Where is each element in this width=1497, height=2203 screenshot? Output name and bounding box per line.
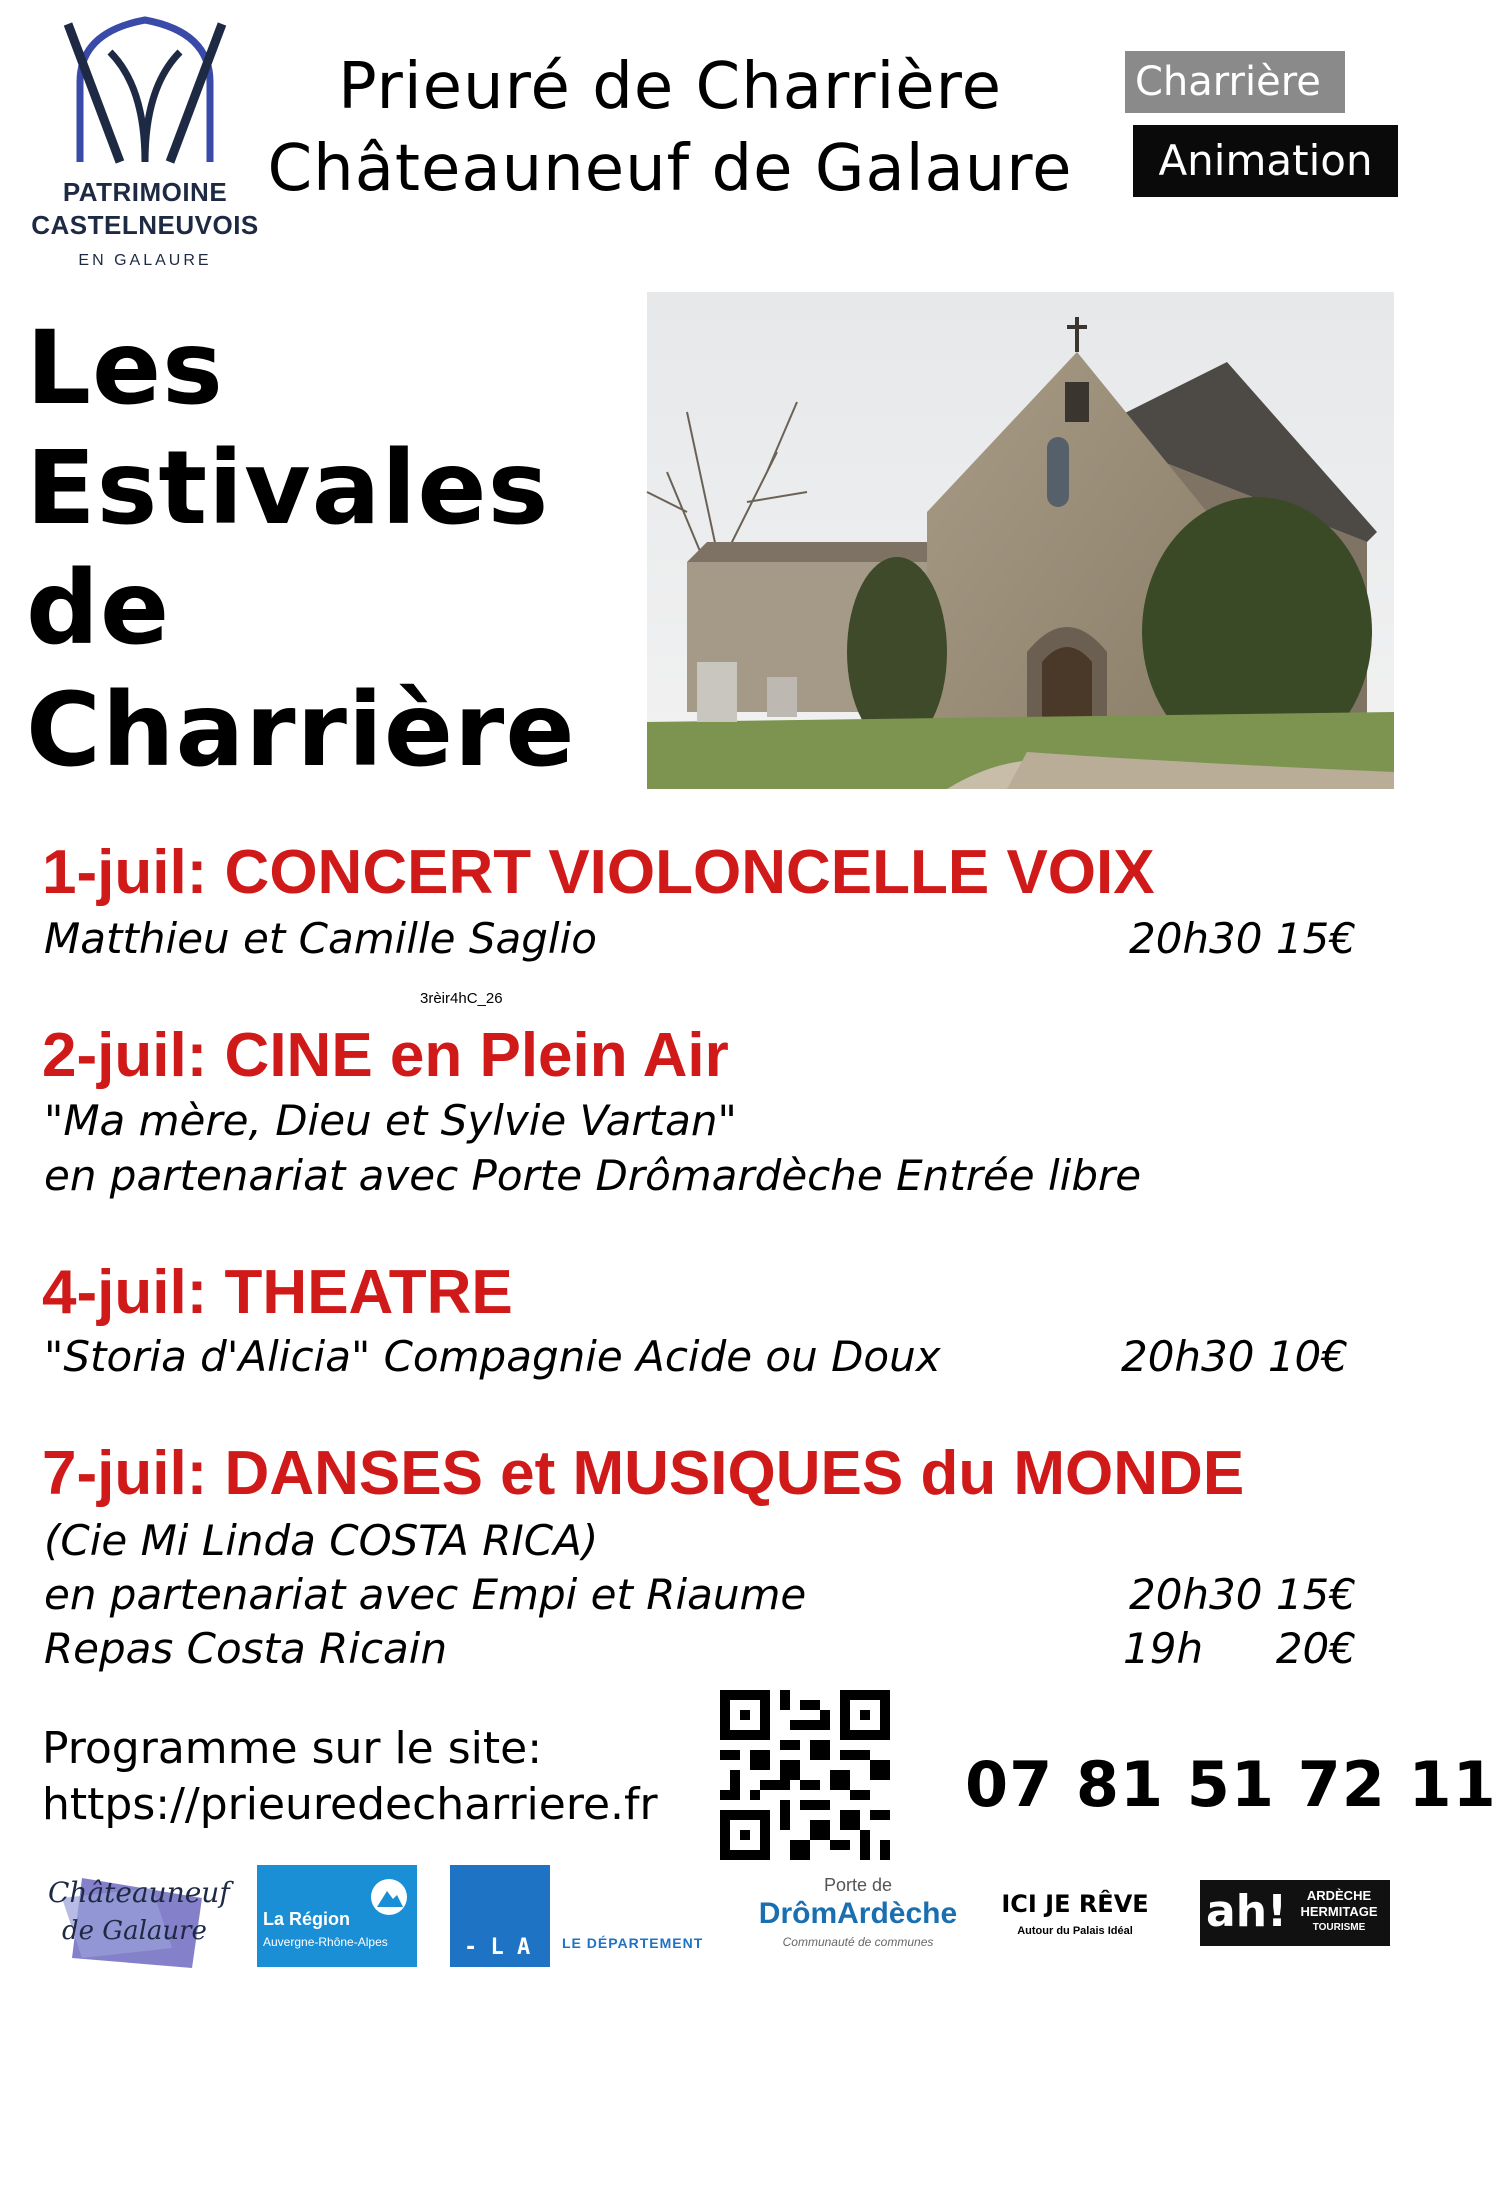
patrimoine-castelneuvois-logo xyxy=(31,12,259,269)
priory-photo xyxy=(647,292,1394,789)
event-3-title: 4-juil: THEATRE xyxy=(42,1258,513,1327)
la-region-logo: La Région Auvergne-Rhône-Alpes xyxy=(257,1865,417,1967)
animation-logo-text: Animation xyxy=(1133,125,1398,197)
event-2-partnership: en partenariat avec Porte Drômardèche Entrée libre xyxy=(44,1151,1142,1200)
org-name-line2: CASTELNEUVOIS xyxy=(31,210,259,240)
main-title-line1: Les xyxy=(26,309,224,428)
charriere-logo-text: Charrière xyxy=(1125,51,1345,113)
event-4-meal-price: 20€ xyxy=(1275,1624,1356,1673)
ici-je-reve-logo: ICI JE RÊVE Autour du Palais Idéal xyxy=(1001,1890,1149,1937)
event-2-title: 2-juil: CINE en Plein Air xyxy=(42,1021,729,1090)
event-2-film: "Ma mère, Dieu et Sylvie Vartan" xyxy=(44,1096,737,1145)
event-1-title: 1-juil: CONCERT VIOLONCELLE VOIX xyxy=(42,838,1155,907)
program-label: Programme sur le site: xyxy=(42,1723,543,1774)
event-1-performers: Matthieu et Camille Saglio xyxy=(44,914,597,963)
org-name-line1: PATRIMOINE xyxy=(62,177,228,207)
main-title-line4: Charrière xyxy=(26,671,576,790)
org-name-line3: EN GALAURE xyxy=(78,252,212,269)
program-url[interactable]: https://prieuredecharriere.fr xyxy=(42,1779,658,1830)
mountain-icon xyxy=(369,1877,409,1917)
code-label: 3rèir4hC_26 xyxy=(420,990,503,1007)
event-1-time-price: 20h30 15€ xyxy=(1128,914,1356,963)
header-title-line1: Prieuré de Charrière xyxy=(338,50,1002,124)
event-4-meal: Repas Costa Ricain xyxy=(44,1624,448,1673)
event-4-partnership: en partenariat avec Empi et Riaume xyxy=(44,1570,807,1619)
event-4-time-price: 20h30 15€ xyxy=(1128,1570,1356,1619)
chateauneuf-galaure-logo: Châteauneuf de Galaure xyxy=(42,1858,212,1978)
porte-dromardeche-logo: Porte de DrômArdèche Communauté de communes xyxy=(758,1875,958,1949)
event-4-meal-time: 19h xyxy=(1123,1624,1204,1673)
drome-departement-logo: - L A D R O M E - LE DÉPARTEMENT xyxy=(450,1865,700,1967)
main-title-line2: Estivales xyxy=(26,429,550,548)
event-4-company: (Cie Mi Linda COSTA RICA) xyxy=(44,1516,599,1565)
event-4-title: 7-juil: DANSES et MUSIQUES du MONDE xyxy=(42,1439,1245,1508)
arch-emblem-icon xyxy=(60,12,230,162)
ardeche-hermitage-tourisme-logo: ah! ARDÈCHE HERMITAGE TOURISME xyxy=(1200,1880,1390,1946)
header-title-line2: Châteauneuf de Galaure xyxy=(267,132,1073,206)
phone-number[interactable]: 07 81 51 72 11 xyxy=(965,1748,1497,1821)
event-3-play: "Storia d'Alicia" Compagnie Acide ou Doux xyxy=(44,1332,941,1381)
charriere-animation-logo xyxy=(1115,45,1400,205)
main-title-line3: de xyxy=(26,549,171,668)
qr-code-icon[interactable] xyxy=(720,1690,890,1860)
event-3-time-price: 20h30 10€ xyxy=(1120,1332,1348,1381)
